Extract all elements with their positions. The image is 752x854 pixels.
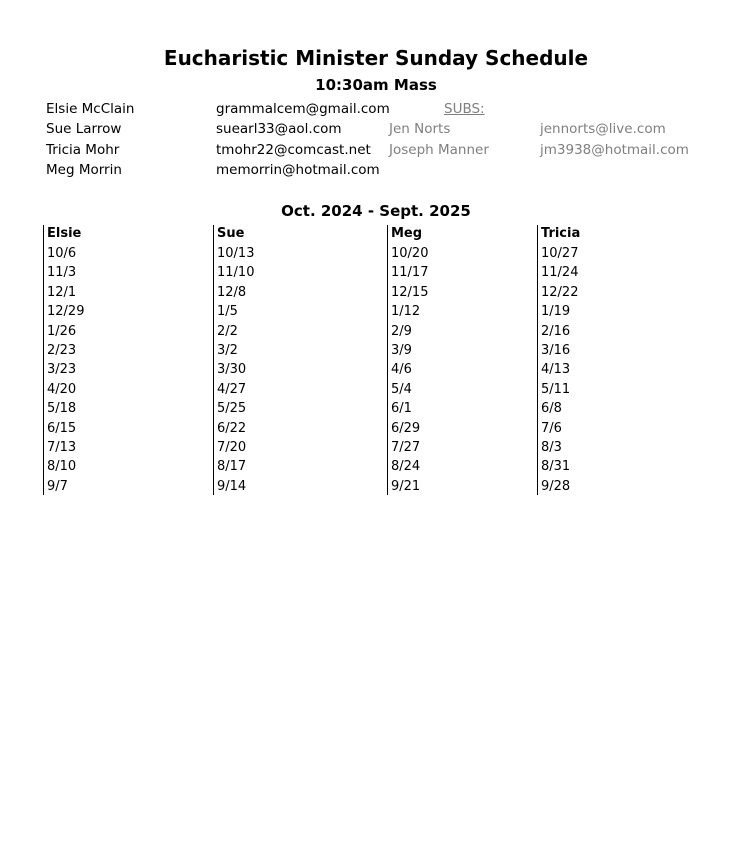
schedule-period-heading: Oct. 2024 - Sept. 2025 [281,202,471,220]
sub-email: jennorts@live.com [540,121,666,137]
minister-email: suearl33@aol.com [216,121,342,137]
date-cell: 12/1 [47,284,77,300]
date-cell: 6/8 [541,401,562,417]
schedule-column-sue [213,225,254,495]
date-cell: 1/12 [391,304,421,320]
date-cell: 2/16 [541,323,571,339]
minister-name: Elsie McClain [46,101,135,117]
date-cell: 10/13 [217,246,255,261]
date-cell: 11/3 [47,265,77,281]
minister-name: Meg Morrin [46,162,122,178]
schedule-column-elsie [43,225,84,495]
sub-email: jm3938@hotmail.com [540,142,689,158]
column-header: Meg [391,226,423,241]
date-cell: 1/5 [217,304,238,320]
column-header: Sue [217,226,245,241]
date-cell: 8/17 [217,459,247,475]
date-cell: 3/9 [391,342,412,358]
subs-label: SUBS: [444,101,485,117]
schedule-column-meg [387,225,428,495]
schedule-column-tricia [537,225,580,495]
date-cell: 4/6 [391,362,412,378]
minister-email: grammalcem@gmail.com [216,101,390,117]
date-cell: 7/6 [541,420,562,436]
date-cell: 9/28 [541,478,571,494]
date-cell: 9/21 [391,478,421,494]
date-cell: 11/24 [541,265,579,281]
date-cell: 8/3 [541,439,562,455]
mass-time-subtitle: 10:30am Mass [315,76,437,94]
date-cell: 4/13 [541,362,571,378]
date-cell: 3/16 [541,342,571,358]
page-title: Eucharistic Minister Sunday Schedule [163,46,589,70]
date-cell: 10/27 [541,246,579,261]
date-cell: 8/31 [541,459,571,475]
minister-email: memorrin@hotmail.com [216,162,380,178]
date-cell: 4/20 [47,381,77,397]
date-cell: 2/2 [217,323,238,339]
date-cell: 5/18 [47,401,77,417]
minister-name: Tricia Mohr [46,142,120,158]
date-cell: 12/22 [541,284,579,300]
date-cell: 11/10 [217,265,255,281]
sub-name: Jen Norts [389,121,451,137]
date-cell: 3/23 [47,362,77,378]
column-header: Elsie [47,226,82,241]
date-cell: 9/14 [217,478,247,494]
minister-email: tmohr22@comcast.net [216,142,371,158]
date-cell: 10/20 [391,246,429,261]
date-cell: 3/30 [217,362,247,378]
date-cell: 1/19 [541,304,571,320]
date-cell: 3/2 [217,342,238,358]
date-cell: 2/23 [47,342,77,358]
date-cell: 6/15 [47,420,77,436]
sub-name: Joseph Manner [389,142,489,158]
date-cell: 6/29 [391,420,421,436]
date-cell: 7/20 [217,439,247,455]
date-cell: 5/4 [391,381,412,397]
column-header: Tricia [541,226,581,241]
date-cell: 2/9 [391,323,412,339]
date-cell: 8/10 [47,459,77,475]
date-cell: 7/13 [47,439,77,455]
date-cell: 12/15 [391,284,429,300]
date-cell: 4/27 [217,381,247,397]
date-cell: 12/8 [217,284,247,300]
date-cell: 8/24 [391,459,421,475]
date-cell: 9/7 [47,478,68,494]
minister-name: Sue Larrow [46,121,122,137]
date-cell: 6/1 [391,401,412,417]
date-cell: 6/22 [217,420,247,436]
date-cell: 5/25 [217,401,247,417]
date-cell: 10/6 [47,246,77,261]
date-cell: 11/17 [391,265,429,281]
date-cell: 5/11 [541,381,571,397]
date-cell: 7/27 [391,439,421,455]
date-cell: 12/29 [47,304,85,320]
date-cell: 1/26 [47,323,77,339]
